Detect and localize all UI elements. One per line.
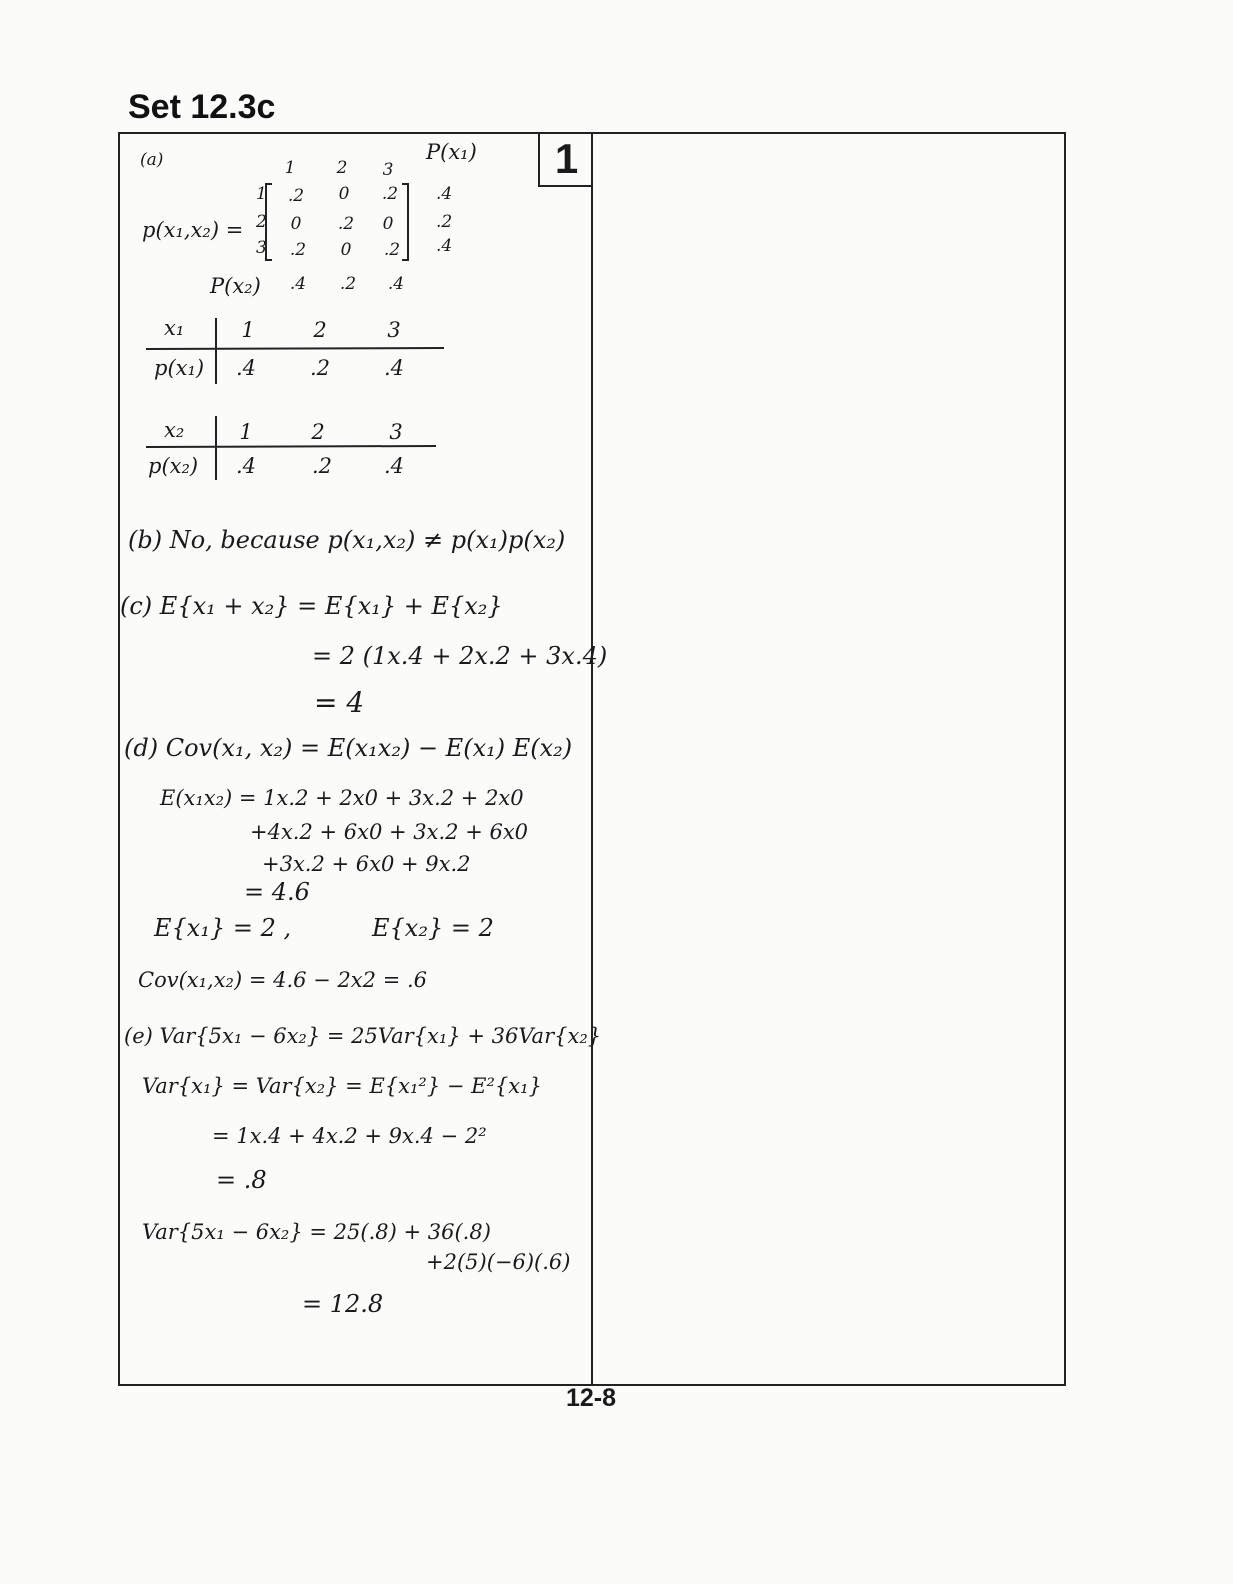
part-e-line-4: = .8	[216, 1166, 267, 1194]
table-x1-value: 2	[313, 318, 327, 342]
matrix-cell: 0	[290, 214, 302, 234]
table-x2-prob: .2	[311, 454, 333, 478]
matrix-cell: .2	[337, 214, 355, 234]
col-marginal-label: P(x₂)	[210, 274, 261, 298]
part-d-line-1: (d) Cov(x₁, x₂) = E(x₁x₂) − E(x₁) E(x₂)	[124, 734, 573, 762]
part-a-label: (a)	[140, 150, 164, 170]
part-c-line-1: (c) E{x₁ + x₂} = E{x₁} + E{x₂}	[120, 592, 503, 620]
matrix-cell: .2	[287, 186, 305, 206]
part-e-line-5: Var{5x₁ − 6x₂} = 25(.8) + 36(.8)	[142, 1220, 491, 1244]
matrix-col-header: 3	[382, 160, 394, 180]
page-number: 12-8	[566, 1384, 617, 1412]
part-d-line-6b: E{x₂} = 2	[372, 914, 494, 942]
table-x2-value: 3	[389, 420, 403, 444]
table-x1-prob: .4	[235, 356, 257, 380]
table-x2-value: 2	[311, 420, 325, 444]
matrix-row-header: 1	[256, 184, 267, 204]
part-e-line-2: Var{x₁} = Var{x₂} = E{x₁²} − E²{x₁}	[142, 1074, 542, 1098]
part-d-line-7: Cov(x₁,x₂) = 4.6 − 2x2 = .6	[138, 968, 427, 992]
part-d-line-6a: E{x₁} = 2 ,	[154, 914, 292, 942]
row-marginal: .4	[436, 184, 453, 204]
part-d-line-2: E(x₁x₂) = 1x.2 + 2x0 + 3x.2 + 2x0	[160, 786, 524, 810]
matrix-col-header: 2	[336, 158, 348, 178]
part-c-result: = 4	[314, 686, 365, 719]
table-x1-var-label: x₁	[164, 316, 185, 340]
table-x1-prob-label: p(x₁)	[154, 356, 205, 380]
table-x2-prob: .4	[235, 454, 257, 478]
col-marginal: .4	[387, 274, 405, 294]
part-b-answer: (b) No, because p(x₁,x₂) ≠ p(x₁)p(x₂)	[128, 526, 566, 554]
table-x1-value: 1	[241, 318, 255, 342]
row-marginal-label: P(x₁)	[426, 140, 477, 164]
part-d-line-3: +4x.2 + 6x0 + 3x.2 + 6x0	[250, 820, 529, 844]
matrix-col-header: 1	[284, 158, 296, 178]
table-x1-value: 3	[387, 318, 401, 342]
matrix-cell: .2	[381, 184, 399, 204]
matrix-cell: 0	[340, 240, 352, 260]
matrix-cell: 0	[382, 214, 394, 234]
matrix-cell: .2	[383, 240, 401, 260]
part-e-line-1: (e) Var{5x₁ − 6x₂} = 25Var{x₁} + 36Var{x₂}	[124, 1024, 602, 1048]
matrix-cell: 0	[338, 184, 350, 204]
problem-number: 1	[554, 135, 579, 182]
row-marginal: .2	[436, 212, 453, 232]
matrix-row-header: 3	[256, 238, 267, 258]
row-marginal: .4	[436, 236, 453, 256]
part-d-line-4: +3x.2 + 6x0 + 9x.2	[262, 852, 471, 876]
col-marginal: .2	[339, 274, 357, 294]
matrix-cell: .2	[289, 240, 307, 260]
part-e-line-3: = 1x.4 + 4x.2 + 9x.4 − 2²	[212, 1124, 487, 1148]
joint-pmf-lhs: p(x₁,x₂) =	[142, 218, 244, 242]
table-x1-prob: .4	[383, 356, 405, 380]
table-x2-prob: .4	[383, 454, 405, 478]
col-marginal: .4	[289, 274, 307, 294]
table-x1-prob: .2	[309, 356, 331, 380]
part-d-line-5: = 4.6	[244, 878, 310, 906]
table-x2-var-label: x₂	[164, 418, 185, 442]
table-x2-prob-label: p(x₂)	[148, 454, 199, 478]
table-x2-value: 1	[239, 420, 253, 444]
part-e-result: = 12.8	[302, 1290, 384, 1318]
page-title: Set 12.3c	[128, 88, 276, 126]
part-e-line-6: +2(5)(−6)(.6)	[426, 1250, 571, 1274]
part-c-line-2: = 2 (1x.4 + 2x.2 + 3x.4)	[312, 642, 608, 670]
matrix-row-header: 2	[256, 212, 267, 232]
